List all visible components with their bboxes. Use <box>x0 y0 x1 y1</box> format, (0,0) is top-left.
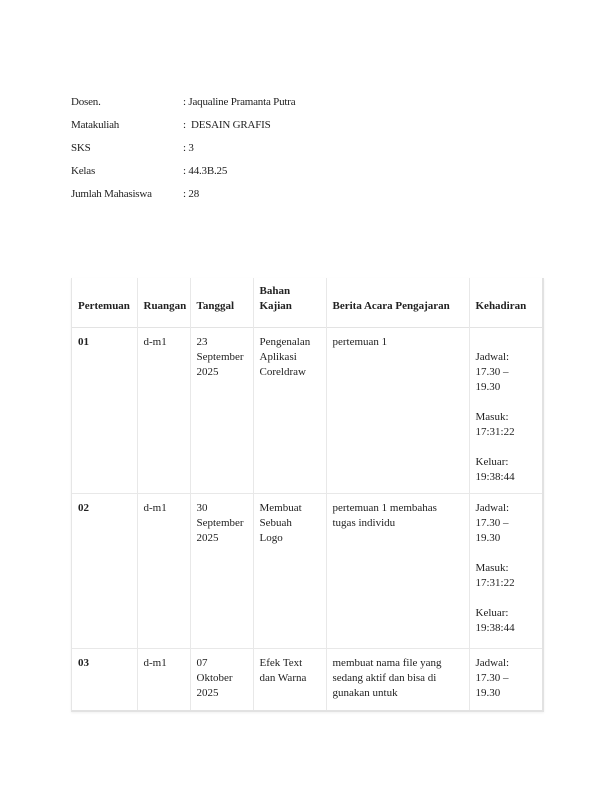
jadwal-time: 17.30 – <box>475 366 509 378</box>
cell-text: sedang aktif dan bisa di <box>332 672 437 684</box>
info-row-dosen <box>71 95 371 118</box>
info-label: Dosen. <box>71 96 101 108</box>
jadwal-label: Jadwal: <box>475 657 510 669</box>
cell-text: pertemuan 1 membahas <box>332 502 437 514</box>
cell-text: Coreldraw <box>259 366 306 378</box>
attendance-table-container <box>71 278 544 712</box>
jadwal-label: Jadwal: <box>475 351 510 363</box>
jadwal-time: 19.30 <box>475 532 501 544</box>
header-berita-acara: Berita Acara Pengajaran <box>326 278 469 328</box>
info-value: : DESAIN GRAFIS <box>183 119 271 131</box>
header-bahan-kajian <box>253 278 326 328</box>
cell-kehadiran <box>469 494 542 649</box>
jadwal-time: 19.30 <box>475 687 501 699</box>
cell-text: Efek Text <box>259 657 303 669</box>
course-info <box>71 95 371 210</box>
spacer <box>476 440 537 455</box>
jadwal-time: 17.30 – <box>475 517 509 529</box>
table-row <box>72 649 542 711</box>
spacer <box>476 591 537 606</box>
cell-text: Aplikasi <box>259 351 297 363</box>
cell-berita-acara <box>326 494 469 649</box>
keluar-label: Keluar: <box>475 607 509 619</box>
header-ruangan: Ruangan <box>137 278 190 328</box>
cell-text: 23 <box>196 336 208 348</box>
cell-text: tugas individu <box>332 517 396 529</box>
spacer <box>476 395 537 410</box>
cell-kehadiran <box>469 649 542 711</box>
keluar-label: Keluar: <box>475 456 509 468</box>
jadwal-time: 17.30 – <box>475 672 509 684</box>
cell-text: 2025 <box>196 687 219 699</box>
cell-tanggal <box>190 649 253 711</box>
cell-text: membuat nama file yang <box>332 657 442 669</box>
cell-kehadiran <box>469 328 542 494</box>
cell-text: September <box>196 351 244 363</box>
spacer <box>476 335 537 350</box>
header-pertemuan: Pertemuan <box>72 278 137 328</box>
info-row-kelas <box>71 164 371 187</box>
info-row-matakuliah <box>71 118 371 141</box>
header-kehadiran: Kehadiran <box>475 300 527 312</box>
masuk-label: Masuk: <box>475 411 509 423</box>
table-header-row <box>72 278 542 328</box>
cell-bahan-kajian <box>253 328 326 494</box>
cell-bahan-kajian <box>253 649 326 711</box>
table-row <box>72 494 542 649</box>
cell-text: 2025 <box>196 532 219 544</box>
cell-text: Oktober <box>196 672 233 684</box>
cell-ruangan: d-m1 <box>137 494 190 649</box>
keluar-time: 19:38:44 <box>475 622 515 634</box>
jadwal-time: 19.30 <box>475 381 501 393</box>
cell-text: Sebuah <box>259 517 292 529</box>
masuk-label: Masuk: <box>475 562 509 574</box>
cell-text: 30 <box>196 502 208 514</box>
cell-bahan-kajian <box>253 494 326 649</box>
info-value: : 44.3B.25 <box>183 165 228 177</box>
cell-text: pertemuan 1 <box>332 336 388 348</box>
masuk-time: 17:31:22 <box>475 426 515 438</box>
cell-pertemuan: 03 <box>72 649 137 711</box>
cell-text: Logo <box>259 532 283 544</box>
info-label: Kelas <box>71 165 96 177</box>
cell-berita-acara <box>326 328 469 494</box>
info-row-jumlah-mahasiswa <box>71 187 371 210</box>
table-row <box>72 328 542 494</box>
keluar-time: 19:38:44 <box>475 471 515 483</box>
header-text: Bahan <box>259 285 291 297</box>
info-value: : 28 <box>183 188 200 200</box>
info-value: : 3 <box>183 142 194 154</box>
masuk-time: 17:31:22 <box>475 577 515 589</box>
spacer <box>476 546 537 561</box>
cell-text: Membuat <box>259 502 302 514</box>
info-label: Jumlah Mahasiswa <box>71 188 152 200</box>
cell-pertemuan: 02 <box>72 494 137 649</box>
info-label: Matakuliah <box>71 119 120 131</box>
cell-ruangan: d-m1 <box>137 649 190 711</box>
info-row-sks <box>71 141 371 164</box>
cell-text: 2025 <box>196 366 219 378</box>
cell-pertemuan: 01 <box>72 328 137 494</box>
cell-text: 07 <box>196 657 208 669</box>
info-label: SKS <box>71 142 91 154</box>
cell-text: dan Warna <box>259 672 307 684</box>
attendance-table <box>72 278 542 710</box>
info-value: : Jaqualine Pramanta Putra <box>183 96 296 108</box>
cell-tanggal <box>190 328 253 494</box>
cell-berita-acara <box>326 649 469 711</box>
cell-tanggal <box>190 494 253 649</box>
cell-text: Pengenalan <box>259 336 311 348</box>
cell-ruangan: d-m1 <box>137 328 190 494</box>
cell-text: September <box>196 517 244 529</box>
header-tanggal: Tanggal <box>190 278 253 328</box>
header-text: Kajian <box>259 300 292 312</box>
cell-text: gunakan untuk <box>332 687 398 699</box>
jadwal-label: Jadwal: <box>475 502 510 514</box>
